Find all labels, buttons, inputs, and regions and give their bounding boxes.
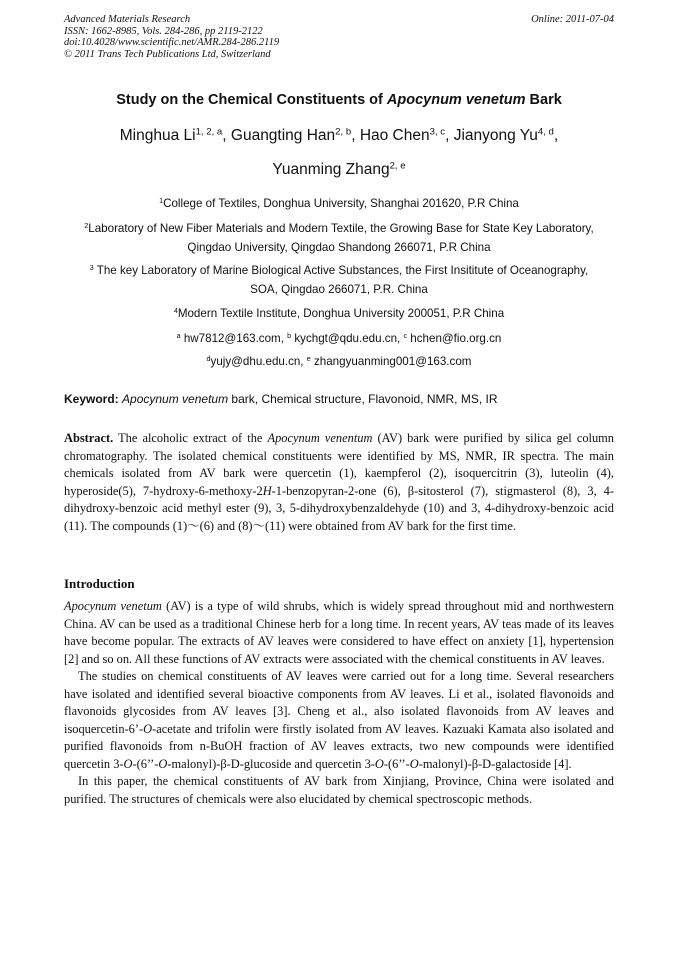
paragraph-text: -(6’’-	[132, 756, 159, 771]
journal-name: Advanced Materials Research	[64, 14, 191, 25]
italic-o: O	[374, 756, 384, 771]
italic-o: O	[123, 756, 133, 771]
paragraph-text: (AV) is a type of wild shrubs, which is widely spread throughout mid and northwestern China. AV can be used as a traditional Chinese herb for a long time. In recent years, AV teas made of its leaves have become popular. The extracts of AV leaves were considered to have effect on anxiety [1], hypertension [2] and so on. All these functions of AV extracts were associated with the chemical constituents in AV leaves.	[64, 599, 614, 666]
author-name: Minghua Li	[119, 127, 196, 144]
abstract-text: -1-benzopyran-2-one (6), β-sitosterol (7), stigmasterol (8), 3, 4-dihydroxy-benzoic acid methyl ester (9), 3, 5-dihydroxybenzaldehyde (10) and 3, 4-dihydroxy-benzoic acid (11). The compounds (1)～(6) and (8)～(11) were obtained from AV bark for the first time.	[64, 483, 614, 533]
author-name: Yuanming Zhang	[272, 161, 390, 178]
title-species: Apocynum venetum	[386, 92, 526, 108]
affiliation-text: College of Textiles, Donghua University, Shanghai 201620, P.R China	[163, 197, 519, 210]
journal-header	[64, 14, 614, 60]
species-name: Apocynum venetum	[64, 599, 162, 613]
author-affiliation-mark: 2, b	[335, 126, 352, 138]
affiliation-mark: 3	[89, 263, 94, 273]
keyword-label: Keyword:	[64, 392, 119, 406]
author-name: Hao Chen	[359, 127, 430, 144]
email-address: kychgt@qdu.edu.cn,	[291, 332, 404, 345]
author-affiliation-mark: 4, d	[537, 126, 554, 138]
affiliation-mark: 2	[84, 221, 89, 231]
affiliation-mark: 1	[159, 196, 164, 206]
paragraph-text: -acetate and trifolin were firstly isolated from AV leaves. Kazuaki Kamata also isolated and purified flavonoids from n-BuOH fraction of AV leaves extracts, two new compounds were identified quercetin 3-	[64, 721, 614, 771]
section-heading: Introduction	[64, 576, 135, 591]
paragraph: In this paper, the chemical constituents of AV bark from Xinjiang, Province, China were isolated and purified. The structures of chemicals were also elucidated by chemical spectroscopic methods.	[64, 774, 614, 807]
paragraph-text: -(6’’-	[383, 756, 410, 771]
paragraph-text: -malonyl)-β-D-glucoside and quercetin 3-	[167, 756, 375, 771]
affiliation-2	[40, 219, 638, 257]
keyword-list: bark, Chemical structure, Flavonoid, NMR, MS, IR	[228, 392, 498, 406]
introduction-body	[64, 598, 614, 809]
author-line-1	[40, 126, 638, 146]
italic-o: O	[143, 721, 153, 736]
email-address: zhangyuanming001@163.com	[310, 355, 472, 368]
doi-line: doi:10.4028/www.scientific.net/AMR.284-286.2119	[64, 37, 280, 48]
affiliation-text-line-2: SOA, Qingdao 266071, P.R. China	[250, 283, 428, 296]
issn-line: ISSN: 1662-8985, Vols. 284-286, pp 2119-2122	[64, 25, 263, 37]
keywords	[64, 392, 614, 406]
abstract-label: Abstract.	[64, 431, 114, 445]
paper-title	[40, 92, 638, 108]
email-line-2	[40, 352, 638, 371]
author-affiliation-mark: 3, c	[429, 126, 446, 138]
author-affiliation-mark: 2, e	[389, 160, 406, 172]
paragraph	[64, 598, 614, 668]
email-mark: e	[306, 354, 311, 364]
email-line-1	[40, 329, 638, 348]
author-separator: ,	[222, 127, 231, 144]
author-separator: ,	[553, 127, 559, 144]
title-prefix: Study on the Chemical Constituents of	[116, 92, 387, 108]
copyright-line: © 2011 Trans Tech Publications Ltd, Switzerland	[64, 48, 271, 60]
abstract-text: (AV) bark were purified by silica gel column chromatography. The isolated chemical constituents were identified by MS, NMR, IR spectra. The main chemicals isolated from AV bark were quercetin (1), kaempferol (2), isoquercitrin (3), luteolin (4), hyperoside(5), 7-hydroxy-6-methoxy-2	[64, 431, 615, 498]
paragraph	[64, 668, 614, 773]
affiliation-1	[40, 194, 638, 213]
abstract-species: Apocynum venentum	[267, 431, 373, 445]
email-mark: a	[176, 331, 181, 341]
italic-o: O	[409, 756, 419, 771]
title-suffix: Bark	[525, 92, 562, 108]
email-mark: c	[403, 331, 408, 341]
author-name: Jianyong Yu	[453, 127, 538, 144]
email-mark: b	[287, 331, 292, 341]
paragraph-text: -malonyl)-β-D-galactoside [4].	[418, 756, 572, 771]
italic-o: O	[158, 756, 168, 771]
author-affiliation-mark: 1, 2, a	[195, 126, 223, 138]
affiliation-3	[40, 261, 638, 299]
email-address: hw7812@163.com,	[180, 332, 288, 345]
affiliation-text-line-2: Qingdao University, Qingdao Shandong 266071, P.R China	[187, 241, 491, 254]
email-address: hchen@fio.org.cn	[407, 332, 502, 345]
email-mark: d	[206, 354, 211, 364]
abstract-italic: H	[262, 483, 272, 498]
paragraph-text: The studies on chemical constituents of AV leaves were carried out for a long time. Several researchers have isolated and identified several bioactive components from AV leaves. Li et al., isolated flavonoids and flavonoids glycosides from AV leaves [3]. Cheng et al., also isolated flavonoids from AV leaves and isoquercetin-6’-	[64, 669, 614, 736]
author-name: Guangting Han	[230, 127, 336, 144]
affiliation-text: Laboratory of New Fiber Materials and Modern Textile, the Growing Base for State Key Laboratory,	[88, 222, 594, 235]
keyword-species: Apocynum venetum	[122, 392, 229, 406]
affiliation-text: The key Laboratory of Marine Biological Active Substances, the First Insititute of Oceanography,	[93, 264, 589, 277]
affiliation-text: Modern Textile Institute, Donghua University 200051, P.R China	[177, 307, 505, 320]
abstract-text: The alcoholic extract of the	[113, 431, 268, 445]
abstract	[64, 430, 614, 535]
author-line-2	[40, 160, 638, 180]
affiliation-4	[40, 304, 638, 323]
author-separator: ,	[445, 127, 454, 144]
email-address: yujy@dhu.edu.cn,	[210, 355, 307, 368]
author-separator: ,	[351, 127, 360, 144]
online-date: Online: 2011-07-04	[531, 14, 614, 25]
affiliation-mark: 4	[173, 306, 178, 316]
